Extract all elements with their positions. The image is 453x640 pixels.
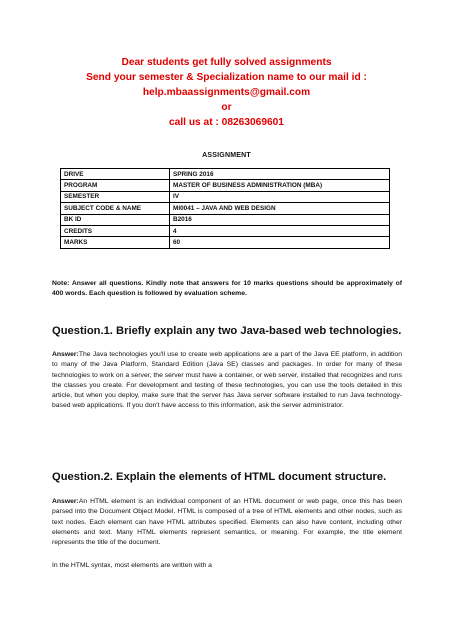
assignment-details-table [60, 168, 390, 249]
table-cell-label: SUBJECT CODE & NAME [61, 203, 170, 214]
answer-text: An HTML element is an individual component of an HTML document or web page, once this has been parsed into the Document Object Model. HTML is composed of a tree of HTML elements and other nodes, such as text nodes. Each element can have HTML attributes specified. Elements can also have content, including other elements and text. Many HTML elements represent semantics, or meaning. For example, the title element represents the title of the document. [52, 498, 402, 547]
promo-banner [0, 55, 453, 130]
table-cell-label: DRIVE [61, 169, 170, 180]
promo-line-2: Send your semester & Specialization name to our mail id : [86, 72, 367, 83]
table-cell-value: IV [170, 191, 390, 202]
promo-line-1: Dear students get fully solved assignments [121, 57, 332, 68]
table-row [61, 191, 390, 202]
promo-or: or [221, 102, 232, 113]
question-1-heading: Question.1. Briefly explain any two Java-based web technologies. [52, 325, 402, 337]
table-row [61, 203, 390, 214]
table-row [61, 180, 390, 191]
question-2-heading: Question.2. Explain the elements of HTML document structure. [52, 471, 387, 483]
table-cell-value: B2016 [170, 214, 390, 225]
table-cell-label: PROGRAM [61, 180, 170, 191]
table-row [61, 237, 390, 248]
assignment-title: ASSIGNMENT [202, 152, 251, 159]
table-row [61, 225, 390, 236]
answer-label: Answer: [52, 351, 79, 358]
table-cell-value: SPRING 2016 [170, 169, 390, 180]
question-2-continuation: In the HTML syntax, most elements are written with a [52, 562, 212, 569]
table-cell-value: 4 [170, 225, 390, 236]
question-1-answer [52, 350, 402, 412]
table-cell-label: BK ID [61, 214, 170, 225]
table-row [61, 214, 390, 225]
table-cell-value: 60 [170, 237, 390, 248]
table-cell-label: CREDITS [61, 225, 170, 236]
table-row [61, 169, 390, 180]
table-cell-value: MI0041 – JAVA AND WEB DESIGN [170, 203, 390, 214]
instructions-note: Note: Answer all questions. Kindly note that answers for 10 marks questions should be approximately of 400 words. Each question is followed by evaluation scheme. [52, 280, 402, 297]
answer-text: The Java technologies you'll use to create web applications are a part of the Java EE platform, in addition to many of the Java Platform, Standard Edition (Java SE) classes and packages. In order for many of these technologies to work on a server, the server must have a container, or web server, installed that recognizes and runs the classes you create. For development and testing of these technologies, you can use the tools detailed in this article, but when you deploy, make sure that the server has Java server software installed to run Java technology-based web applications. If you don't have access to this information, ask the server administrator. [52, 351, 402, 410]
question-2-answer [52, 497, 402, 548]
promo-email: help.mbaassignments@gmail.com [142, 87, 311, 98]
table-cell-label: SEMESTER [61, 191, 170, 202]
answer-label: Answer: [52, 498, 79, 505]
table-cell-value: MASTER OF BUSINESS ADMINISTRATION (MBA) [170, 180, 390, 191]
promo-phone: call us at : 08263069601 [169, 117, 284, 128]
table-cell-label: MARKS [61, 237, 170, 248]
